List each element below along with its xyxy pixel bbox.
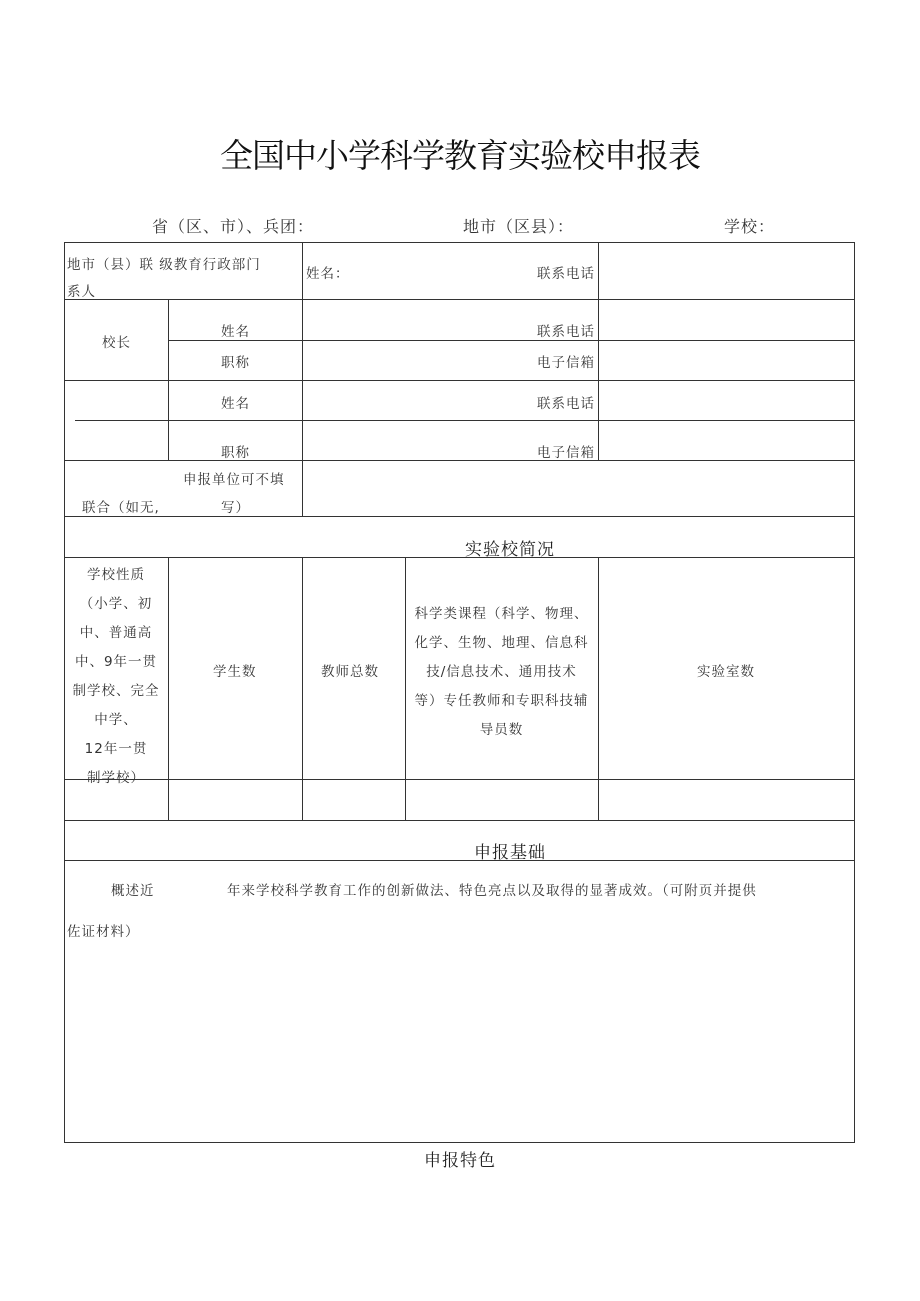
row-divider bbox=[64, 820, 855, 821]
principal-phone-label: 联系电话 bbox=[537, 324, 595, 340]
row-divider bbox=[64, 380, 855, 381]
principal-title-label: 职称 bbox=[221, 355, 250, 371]
row-divider bbox=[64, 299, 855, 300]
basis-prompt-b: 年来学校科学教育工作的创新做法、特色亮点以及取得的显著成效。（可附页并提供 bbox=[227, 883, 757, 899]
principal-label: 校长 bbox=[102, 335, 131, 351]
joint-label-a: 联合（如无, bbox=[82, 500, 160, 516]
page-title: 全国中小学科学教育实验校申报表 bbox=[220, 136, 700, 175]
local-contact-label: 地市（县）联 级教育行政部门 bbox=[67, 257, 261, 273]
row-divider bbox=[168, 420, 855, 421]
basis-prompt-a: 概述近 bbox=[111, 883, 155, 899]
column-divider bbox=[302, 242, 303, 516]
province-label: 省（区、市）、兵团： bbox=[152, 217, 315, 236]
row-divider bbox=[64, 516, 855, 517]
second-phone-label: 联系电话 bbox=[537, 396, 595, 412]
basis-prompt-c: 佐证材料） bbox=[67, 924, 140, 940]
labs-header: 实验室数 bbox=[697, 664, 755, 680]
school-label: 学校： bbox=[724, 217, 776, 236]
column-divider bbox=[598, 557, 599, 820]
second-title-label: 职称 bbox=[221, 445, 250, 461]
students-header: 学生数 bbox=[213, 664, 257, 680]
teachers-header: 教师总数 bbox=[321, 664, 379, 680]
features-section-title: 申报特色 bbox=[424, 1151, 496, 1171]
principal-email-label: 电子信箱 bbox=[537, 355, 595, 371]
joint-label: 申报单位可不填 bbox=[183, 472, 285, 488]
overview-section-title: 实验校简况 bbox=[465, 540, 555, 560]
contact-name-label: 姓名： bbox=[306, 266, 350, 282]
row-divider bbox=[64, 779, 855, 780]
row-divider bbox=[64, 460, 855, 461]
second-name-label: 姓名 bbox=[221, 396, 250, 412]
joint-label-b: 写） bbox=[221, 500, 250, 516]
second-email-label: 电子信箱 bbox=[537, 445, 595, 461]
contact-phone-label: 联系电话 bbox=[537, 266, 595, 282]
column-divider bbox=[168, 299, 169, 460]
school-type-header: 学校性质 （小学、初 中、普通高 中、9年一贯 制学校、完全 中学、 12年一贯 制学校） bbox=[72, 567, 160, 786]
science-teachers-header: 科学类课程（科学、物理、 化学、生物、地理、信息科 技/信息技术、通用技术 等）专任教师和专职科技辅 导员数 bbox=[414, 606, 589, 738]
column-divider bbox=[168, 557, 169, 820]
column-divider bbox=[302, 557, 303, 820]
basis-section-title: 申报基础 bbox=[474, 843, 546, 863]
row-divider bbox=[75, 420, 168, 421]
city-label: 地市（区县）： bbox=[463, 217, 575, 236]
principal-name-label: 姓名 bbox=[221, 324, 250, 340]
local-contact-label-cont: 系人 bbox=[67, 284, 96, 300]
column-divider bbox=[598, 242, 599, 460]
row-divider bbox=[168, 340, 855, 341]
